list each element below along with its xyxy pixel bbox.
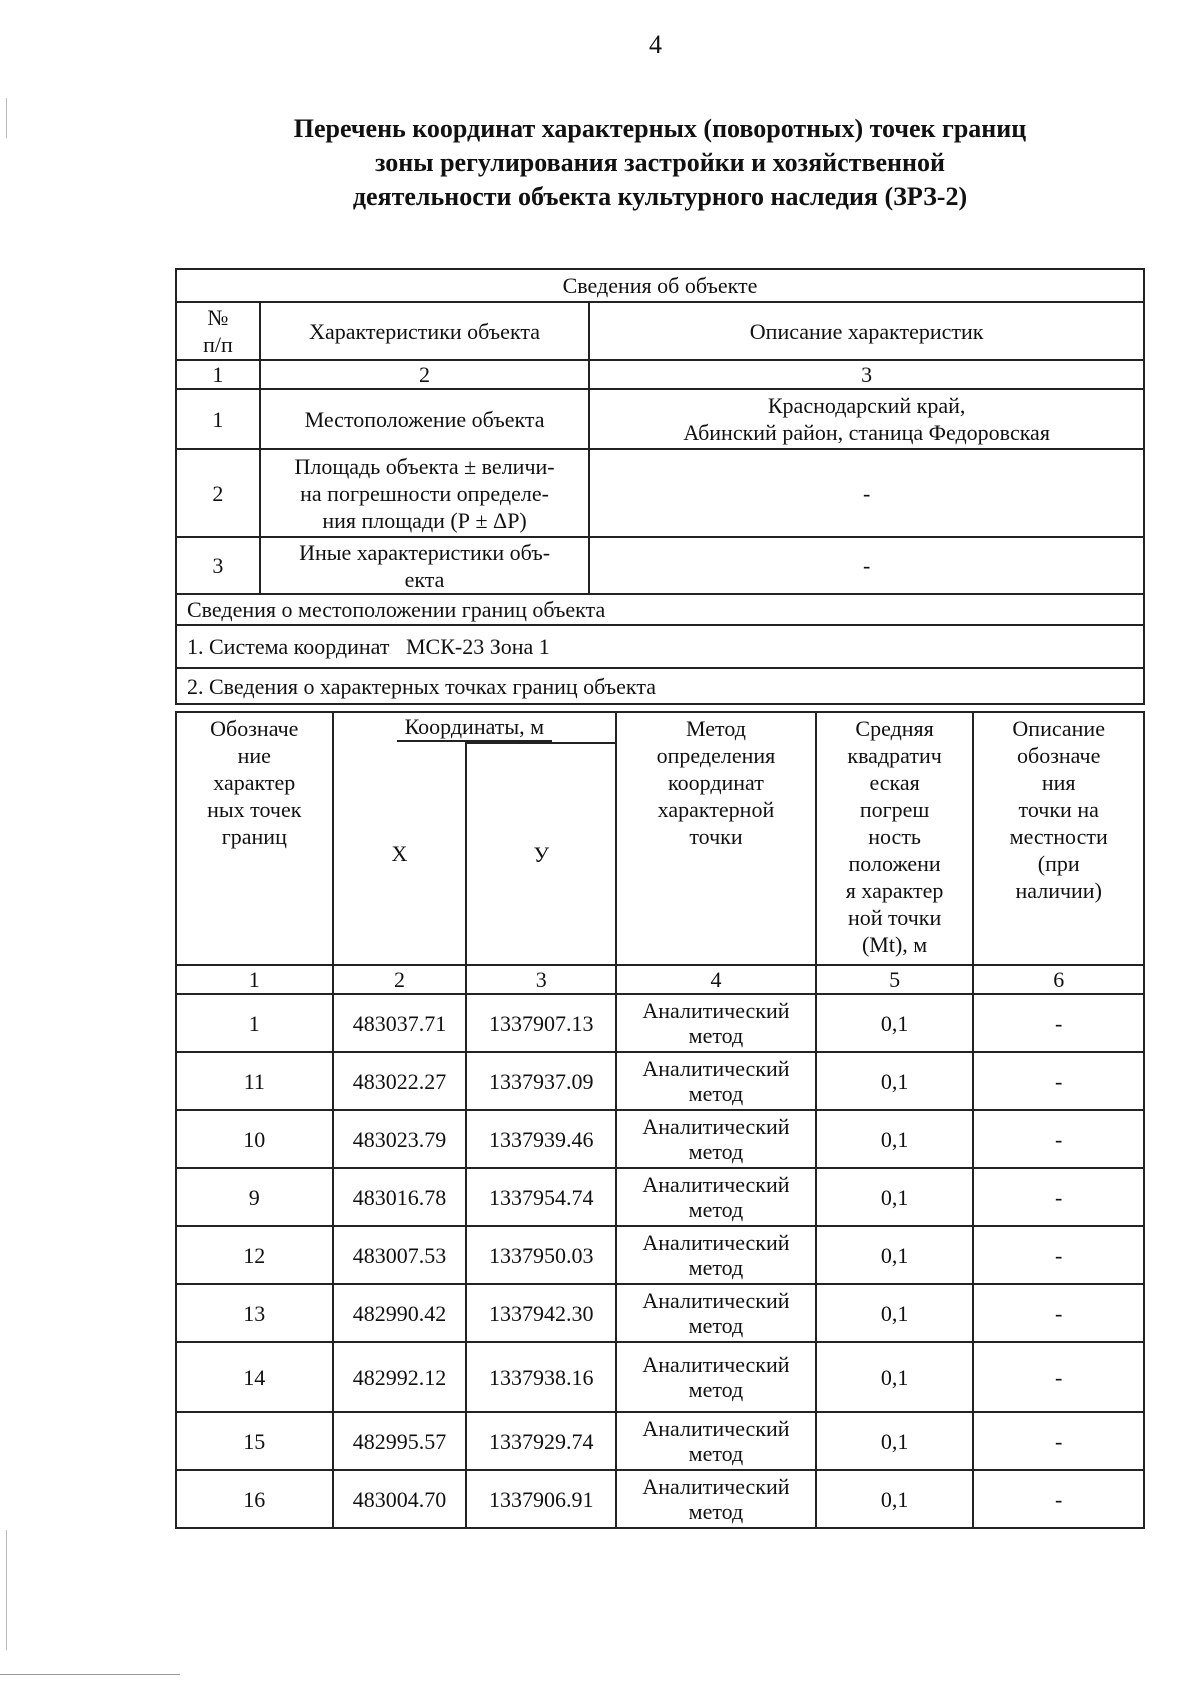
table-row xyxy=(176,994,1144,1052)
points-table xyxy=(175,711,1145,1529)
point-method: Аналитический метод xyxy=(616,1052,816,1110)
title-line-2: зоны регулирования застройки и хозяйственной xyxy=(375,148,945,177)
col-point-description-header: Описание обозначе ния точки на местности (при наличии) xyxy=(973,712,1144,965)
col-num: 3 xyxy=(589,360,1144,389)
col-num: 1 xyxy=(176,965,333,994)
point-x: 483004.70 xyxy=(333,1470,467,1528)
col-error-header: Средняя квадратич еская погреш ность положени я характер ной точки (Mt), м xyxy=(816,712,974,965)
point-y: 1337950.03 xyxy=(466,1226,616,1284)
point-x: 483007.53 xyxy=(333,1226,467,1284)
point-method: Аналитический метод xyxy=(616,1342,816,1412)
document-title xyxy=(220,112,1100,214)
point-id: 12 xyxy=(176,1226,333,1284)
point-method: Аналитический метод xyxy=(616,1168,816,1226)
col-num: 2 xyxy=(260,360,589,389)
point-description: - xyxy=(973,1284,1144,1342)
point-method: Аналитический метод xyxy=(616,1226,816,1284)
row-number: 2 xyxy=(176,449,260,537)
row-number: 1 xyxy=(176,389,260,449)
point-error: 0,1 xyxy=(816,1284,974,1342)
row-characteristic: Площадь объекта ± величи- на погрешности определе- ния площади (Р ± ΔР) xyxy=(260,449,589,537)
point-id: 15 xyxy=(176,1412,333,1470)
table-row xyxy=(176,449,1144,537)
point-error: 0,1 xyxy=(816,1412,974,1470)
point-x: 483016.78 xyxy=(333,1168,467,1226)
point-description: - xyxy=(973,1168,1144,1226)
point-error: 0,1 xyxy=(816,1110,974,1168)
bottom-rule xyxy=(0,1674,180,1675)
point-description: - xyxy=(973,1470,1144,1528)
table-row xyxy=(176,1110,1144,1168)
point-x: 482990.42 xyxy=(333,1284,467,1342)
row-number: 3 xyxy=(176,537,260,594)
point-id: 16 xyxy=(176,1470,333,1528)
point-x: 482995.57 xyxy=(333,1412,467,1470)
point-description: - xyxy=(973,1342,1144,1412)
col-num: 4 xyxy=(616,965,816,994)
col-num: 6 xyxy=(973,965,1144,994)
col-y-header: У xyxy=(466,743,616,965)
point-method: Аналитический метод xyxy=(616,1412,816,1470)
coordinate-system: 1. Система координат МСК-23 Зона 1 xyxy=(176,625,1144,668)
table-row xyxy=(176,1412,1144,1470)
point-description: - xyxy=(973,1110,1144,1168)
object-info-table xyxy=(175,268,1145,705)
row-characteristic: Иные характеристики объ- екта xyxy=(260,537,589,594)
col-characteristics-header: Характеристики объекта xyxy=(260,302,589,360)
point-x: 483037.71 xyxy=(333,994,467,1052)
row-description: Краснодарский край, Абинский район, станица Федоровская xyxy=(589,389,1144,449)
table-row xyxy=(176,1168,1144,1226)
boundaries-header: Сведения о местоположении границ объекта xyxy=(176,594,1144,625)
col-num: 2 xyxy=(333,965,467,994)
point-error: 0,1 xyxy=(816,1168,974,1226)
col-x-header: X xyxy=(333,743,467,965)
point-y: 1337938.16 xyxy=(466,1342,616,1412)
point-id: 10 xyxy=(176,1110,333,1168)
page-number: 4 xyxy=(649,30,662,59)
col-description-header: Описание характеристик xyxy=(589,302,1144,360)
point-method: Аналитический метод xyxy=(616,994,816,1052)
point-x: 483023.79 xyxy=(333,1110,467,1168)
point-error: 0,1 xyxy=(816,1470,974,1528)
point-y: 1337942.30 xyxy=(466,1284,616,1342)
point-error: 0,1 xyxy=(816,1342,974,1412)
point-description: - xyxy=(973,1226,1144,1284)
row-characteristic: Местоположение объекта xyxy=(260,389,589,449)
point-id: 14 xyxy=(176,1342,333,1412)
col-designation-header: Обозначе ние характер ных точек границ xyxy=(176,712,333,965)
point-method: Аналитический метод xyxy=(616,1470,816,1528)
table-row xyxy=(176,1470,1144,1528)
table-row xyxy=(176,537,1144,594)
point-error: 0,1 xyxy=(816,1226,974,1284)
title-line-3: деятельности объекта культурного наследия (ЗРЗ-2) xyxy=(352,182,968,211)
point-error: 0,1 xyxy=(816,1052,974,1110)
col-method-header: Метод определения координат характерной точки xyxy=(616,712,816,965)
row-description: - xyxy=(589,537,1144,594)
point-error: 0,1 xyxy=(816,994,974,1052)
point-y: 1337939.46 xyxy=(466,1110,616,1168)
point-id: 1 xyxy=(176,994,333,1052)
col-num: 5 xyxy=(816,965,974,994)
point-x: 483022.27 xyxy=(333,1052,467,1110)
table-row xyxy=(176,1052,1144,1110)
point-y: 1337906.91 xyxy=(466,1470,616,1528)
table-row xyxy=(176,1284,1144,1342)
col-num: 3 xyxy=(466,965,616,994)
row-description: - xyxy=(589,449,1144,537)
coordinates-header-cell xyxy=(333,712,617,743)
point-x: 482992.12 xyxy=(333,1342,467,1412)
col-coordinates-header: Координаты, м xyxy=(397,713,553,742)
table-row xyxy=(176,1342,1144,1412)
point-description: - xyxy=(973,1052,1144,1110)
object-info-header: Сведения об объекте xyxy=(176,269,1144,302)
points-header: 2. Сведения о характерных точках границ объекта xyxy=(176,668,1144,704)
table-row xyxy=(176,1226,1144,1284)
point-id: 9 xyxy=(176,1168,333,1226)
scan-margin-mark xyxy=(6,98,7,138)
title-line-1: Перечень координат характерных (поворотных) точек границ xyxy=(293,114,1027,143)
point-id: 11 xyxy=(176,1052,333,1110)
point-y: 1337937.09 xyxy=(466,1052,616,1110)
point-y: 1337907.13 xyxy=(466,994,616,1052)
point-method: Аналитический метод xyxy=(616,1284,816,1342)
col-number-header: № п/п xyxy=(176,302,260,360)
table-row xyxy=(176,389,1144,449)
point-y: 1337954.74 xyxy=(466,1168,616,1226)
point-description: - xyxy=(973,994,1144,1052)
point-id: 13 xyxy=(176,1284,333,1342)
point-description: - xyxy=(973,1412,1144,1470)
point-method: Аналитический метод xyxy=(616,1110,816,1168)
point-y: 1337929.74 xyxy=(466,1412,616,1470)
scan-margin-mark xyxy=(6,1530,7,1650)
col-num: 1 xyxy=(176,360,260,389)
